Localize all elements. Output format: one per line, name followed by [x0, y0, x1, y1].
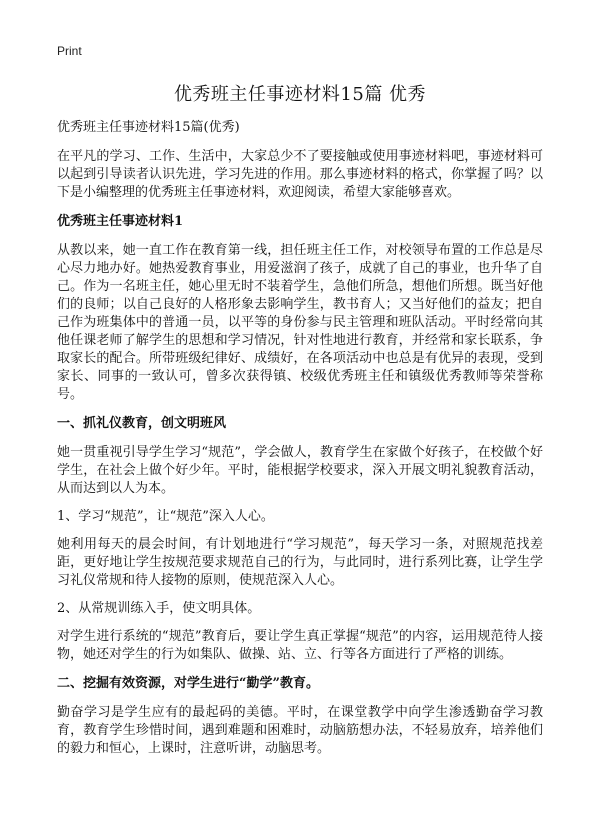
point-learn-norms: 1、学习“规范”，让“规范”深入人心。: [57, 509, 274, 524]
section-heading-material-1: 优秀班主任事迹材料1: [57, 214, 184, 229]
section-heading-diligence: 二、挖掘有效资源，对学生进行“勤学”教育。: [57, 676, 319, 691]
paragraph-teaching-career: 从教以来，她一直工作在教育第一线，担任班主任工作，对校领导布置的工作总是尽心尽力地办好。她热爱教育事业，用爱滋润了孩子，成就了自己的事业，也升华了自己。作为一名班主任，她心里无时不装着学生，急他们所急，想他们所想。既当好他们的良师；以自己良好的人格形象去影响学生，教书育人；又当好他们的益友；把自己作为班集体中的普通一员，以平等的身份参与民主管理和班队活动。平时经常向其他任课老师了解学生的思想和学习情况，针对性地进行教育，并经常和家长联系，争取家长的配合。所带班级纪律好、成绩好，在各项活动中也总是有优异的表现，受到家长、同事的一致认可，曾多次获得镇、校级优秀班主任和镇级优秀教师等荣誉称号。: [57, 243, 543, 402]
print-link[interactable]: Print: [57, 44, 82, 58]
document-subtitle: 优秀班主任事迹材料15篇(优秀): [57, 120, 240, 135]
point-routine-training: 2、从常规训练入手，使文明具体。: [57, 601, 261, 616]
paragraph-norms-training: 对学生进行系统的“规范”教育后，要让学生真正掌握“规范”的内容，运用规范待人接物，她还对学生的行为如集队、做操、站、立、行等各方面进行了严格的训练。: [57, 629, 543, 662]
section-heading-etiquette: 一、抓礼仪教育，创文明班风: [57, 416, 227, 431]
paragraph-diligence: 勤奋学习是学生应有的最起码的美德。平时，在课堂教学中向学生渗透勤奋学习教育，教育学生珍惜时间，遇到难题和困难时，动脑筋想办法，不轻易放弃，培养他们的毅力和恒心，上课时，注意听讲，动脑思考。: [57, 705, 543, 756]
intro-paragraph: 在平凡的学习、工作、生活中，大家总少不了要接触或使用事迹材料吧，事迹材料可以起到引导读者认识先进，学习先进的作用。那么事迹材料的格式，你掌握了吗？以下是小编整理的优秀班主任事迹材料，欢迎阅读，希望大家能够喜欢。: [57, 149, 543, 200]
paragraph-morning-meeting: 她利用每天的晨会时间，有计划地进行“学习规范”，每天学习一条，对照规范找差距，更好地让学生按规范要求规范自己的行为，与此同时，进行系列比赛，让学生学习礼仪常规和待人接物的原则，使规范深入人心。: [57, 537, 543, 588]
document-body: [57, 118, 543, 768]
page-title: 优秀班主任事迹材料15篇 优秀: [173, 84, 427, 105]
paragraph-etiquette: 她一贯重视引导学生学习“规范”，学会做人，教育学生在家做个好孩子，在校做个好学生，在社会上做个好少年。平时，能根据学校要求，深入开展文明礼貌教育活动，从而达到以人为本。: [57, 445, 543, 496]
